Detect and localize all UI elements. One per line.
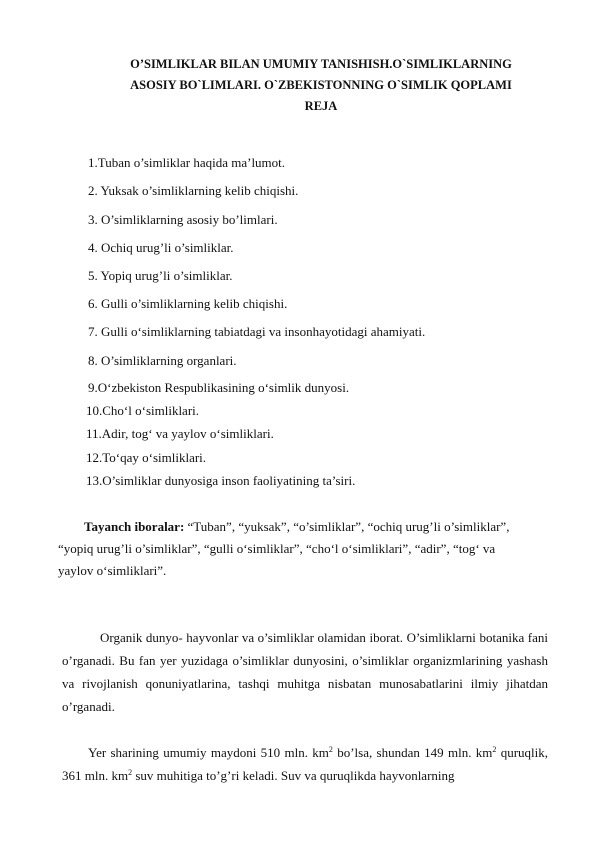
para2-text: bo’lsa, shundan 149 mln. km [332,745,493,760]
plan-item: 10.Cho‘l o‘simliklari. [86,403,200,418]
key-terms-line-2: “yopiq urug’li o’simliklar”, “gulli o‘simliklar”, “cho‘l o‘simliklari”, “adir”, “tog‘ va [58,541,496,556]
plan-item: 1.Tuban o’simliklar haqida ma’lumot. [88,155,286,170]
superscript: 2 [128,768,133,777]
plan-item: 2. Yuksak o’simliklarning kelib chiqishi. [88,183,299,198]
para2-text: Yer sharining umumiy maydoni 510 mln. km [88,745,329,760]
title-line-2: ASOSIY BO`LIMLARI. O`ZBEKISTONNING O`SIMLIK QOPLAMI [130,78,512,92]
key-terms-text: “Tuban”, “yuksak”, “o’simliklar”, “ochiq urug’li o’simliklar”, [187,519,510,534]
plan-item: 3. O’simliklarning asosiy bo’limlari. [88,212,278,227]
plan-item: 7. Gulli o‘simliklarning tabiatdagi va insonhayotidagi ahamiyati. [88,324,426,339]
paragraph-earth-area [62,741,548,787]
document-title [96,54,546,117]
plan-item: 12.To‘qay o‘simliklari. [86,450,207,465]
key-terms-line-3: yaylov o‘simliklari”. [58,563,167,578]
plan-item: 4. Ochiq urug’li o’simliklar. [88,240,234,255]
superscript: 2 [328,745,333,754]
key-terms [58,516,554,582]
plan-item: 6. Gulli o’simliklarning kelib chiqishi. [88,296,288,311]
plan-item: 5. Yopiq urug’li o’simliklar. [88,268,233,283]
plan-item: 9.O‘zbekiston Respublikasining o‘simlik dunyosi. [88,380,350,395]
key-terms-label: Tayanch iboralar: [84,519,188,534]
para2-text: quruqlik, 361 mln. km [62,745,549,783]
key-terms-line-1 [58,516,554,538]
para2-text: suv muhitiga to’g’ri keladi. Suv va quruqlikda hayvonlarning [132,768,455,783]
paragraph-organic-world: Organik dunyo- hayvonlar va o’simliklar olamidan iborat. O’simliklarni botanika fani o’rganadi. Bu fan yer yuzidaga o’simliklar dunyosini, o’simliklar organizmlarining yashash va rivojlanish qonuniyatlarina, tashqi muhitga nisbatan munosabatlarini ilmiy jihatdan o’rganadi. [62,630,548,714]
superscript: 2 [492,745,497,754]
plan-item: 8. O’simliklarning organlari. [88,353,237,368]
title-line-1: O’SIMLIKLAR BILAN UMUMIY TANISHISH.O`SIMLIKLARNING [130,57,512,71]
title-line-3: REJA [304,99,338,113]
plan-item: 13.O’simliklar dunyosiga inson faoliyatining ta’siri. [86,473,356,488]
plan-item: 11.Adir, tog‘ va yaylov o‘simliklari. [86,426,274,441]
